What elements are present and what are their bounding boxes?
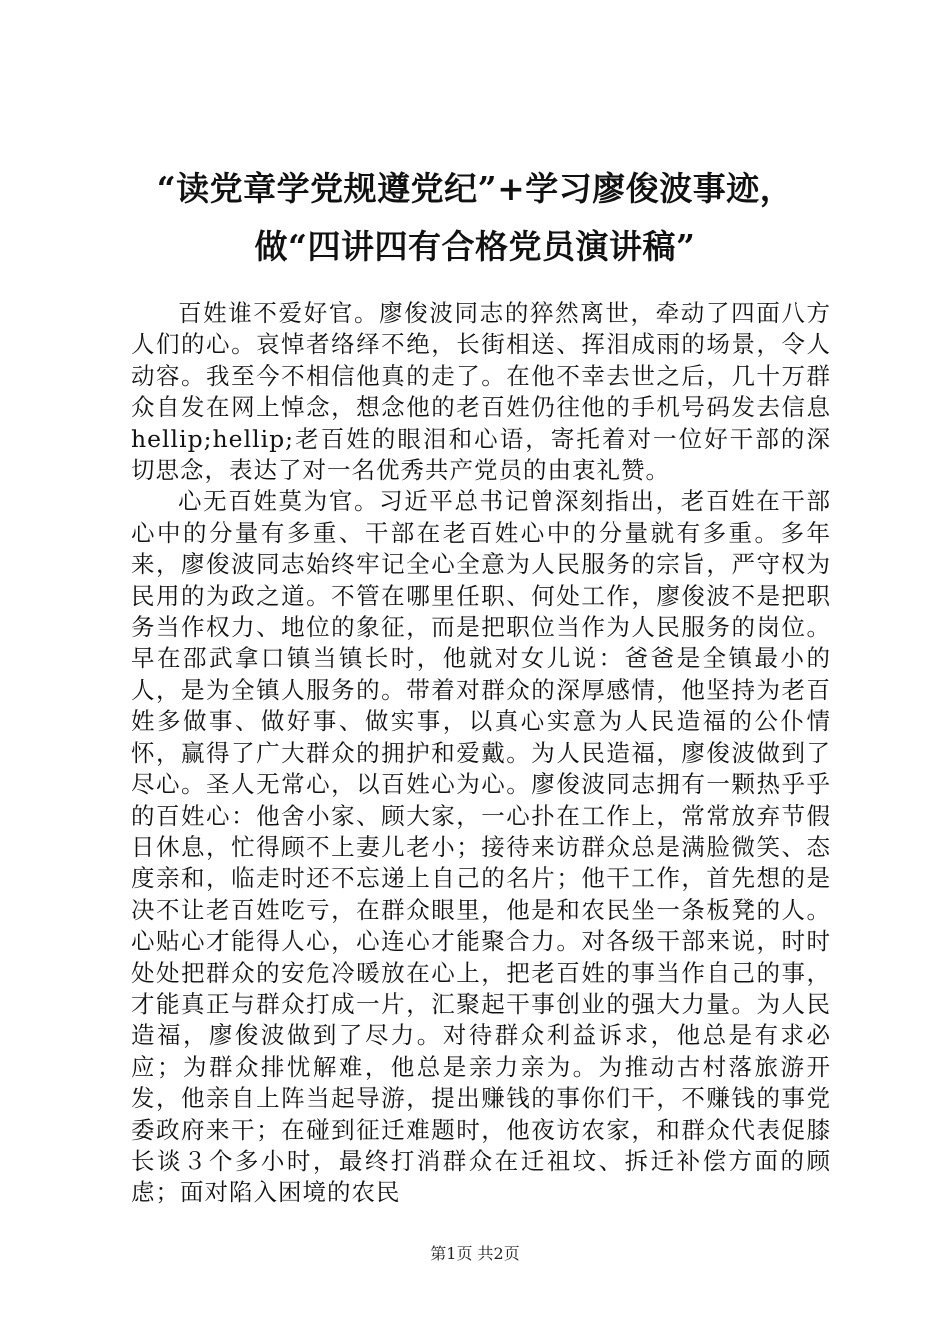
page-footer: 第1页 共2页 (430, 1244, 520, 1263)
title-line-1: “读党章学党规遵党纪”+学习廖俊波事迹， (156, 169, 794, 208)
document-title (60, 160, 890, 276)
document-body (131, 298, 831, 1209)
title-line-2: 做“四讲四有合格党员演讲稿” (254, 227, 696, 266)
paragraph-2: 心无百姓莫为官。习近平总书记曾深刻指出，老百姓在干部心中的分量有多重、干部在老百姓心中的分量就有多重。多年来，廖俊波同志始终牢记全心全意为人民服务的宗旨，严守权为民用的为政之道。不管在哪里任职、何处工作，廖俊波不是把职务当作权力、地位的象征，而是把职位当作为人民服务的岗位。早在邵武拿口镇当镇长时，他就对女儿说：爸爸是全镇最小的人，是为全镇人服务的。带着对群众的深厚感情，他坚持为老百姓多做事、做好事、做实事，以真心实意为人民造福的公仆情怀，赢得了广大群众的拥护和爱戴。为人民造福，廖俊波做到了尽心。圣人无常心，以百姓心为心。廖俊波同志拥有一颗热乎乎的百姓心：他舍小家、顾大家，一心扑在工作上，常常放弃节假日休息，忙得顾不上妻儿老小；接待来访群众总是满脸微笑、态度亲和，临走时还不忘递上自己的名片；他干工作，首先想的是决不让老百姓吃亏，在群众眼里，他是和农民坐一条板凳的人。心贴心才能得人心，心连心才能聚合力。对各级干部来说，时时处处把群众的安危冷暖放在心上，把老百姓的事当作自己的事，才能真正与群众打成一片，汇聚起干事创业的强大力量。为人民造福，廖俊波做到了尽力。对待群众利益诉求，他总是有求必应；为群众排忧解难，他总是亲力亲为。为推动古村落旅游开发，他亲自上阵当起导游，提出赚钱的事你们干，不赚钱的事党委政府来干；在碰到征迁难题时，他夜访农家，和群众代表促膝长谈３个多小时，最终打消群众在迁祖坟、拆迁补偿方面的顾虑；面对陷入困境的农民 (131, 487, 831, 1207)
paragraph-1: 百姓谁不爱好官。廖俊波同志的猝然离世，牵动了四面八方人们的心。哀悼者络绎不绝，长街相送、挥泪成雨的场景，令人动容。我至今不相信他真的走了。在他不幸去世之后，几十万群众自发在网上悼念，想念他的老百姓仍往他的手机号码发去信息hellip;hellip;老百姓的眼泪和心语，寄托着对一位好干部的深切思念，表达了对一名优秀共产党员的由衷礼赞。 (131, 299, 831, 485)
